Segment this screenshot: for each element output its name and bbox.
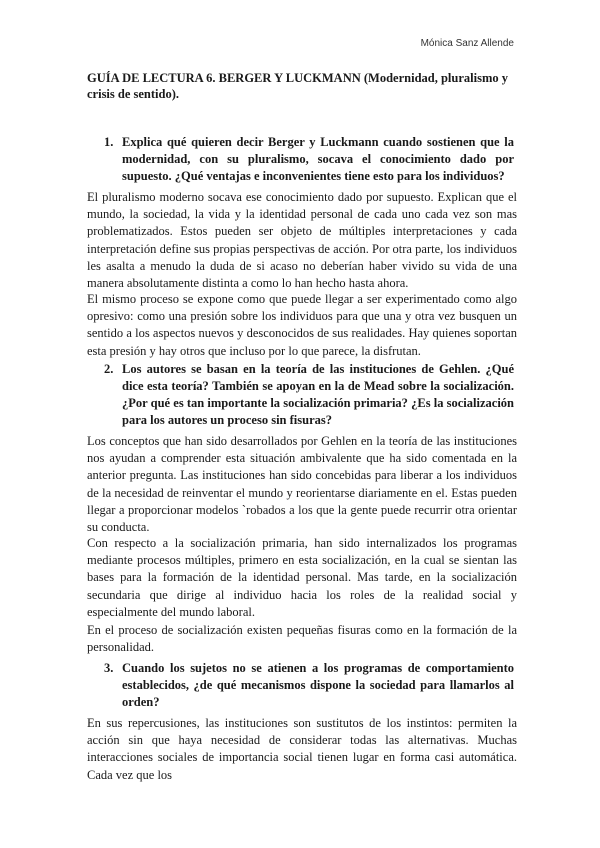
- question-number: 2.: [104, 362, 114, 376]
- document-title: GUÍA DE LECTURA 6. BERGER Y LUCKMANN (Modernidad, pluralismo y crisis de sentido).: [87, 71, 508, 101]
- answer-paragraph: Con respecto a la socialización primaria, han sido internalizados los programas mediante procesos múltiples, primero en esta socialización, en la cual se sientan las bases para la formación de la identidad personal. Mas tarde, en la socialización secundaria que dirige al individuo hacia los roles de la realidad social y especialmente del mundo laboral.: [87, 536, 517, 619]
- answer-paragraph: Los conceptos que han sido desarrollados por Gehlen en la teoría de las instituciones nos ayudan a comprender esta situación ambivalente que ha sido comentada en la anterior pregunta. Las instituciones han sido concebidas para liberar a los individuos de la necesidad de reinventar el mundo y reorientarse diariamente en el. Estas pueden llegar a proporcionar modelos `robados a los que la gente puede recurrir otra orientar su conducta.: [87, 434, 517, 535]
- question-1: [104, 134, 514, 185]
- answer-paragraph: En sus repercusiones, las instituciones son sustitutos de los instintos: permiten la acción sin que haya necesidad de considerar todas las alternativas. Muchas interacciones sociales de importancia social tienen lugar en forma casi automática. Cada vez que los: [87, 716, 517, 782]
- answer-paragraph: El pluralismo moderno socava ese conocimiento dado por supuesto. Explican que el mundo, la sociedad, la vida y la identidad personal de cada uno cada vez son mas problematizados. Estos pueden ser objeto de múltiples interpretaciones y cada interpretación define sus propias perspectivas de acción. Por otra parte, los individuos les asalta a menudo la duda de si acaso no deberían haber vivido su vida de una manera absolutamente distinta a como lo han hecho hasta ahora.: [87, 190, 517, 291]
- question-3: [104, 660, 514, 711]
- question-number: 1.: [104, 135, 114, 149]
- question-text: Los autores se basan en la teoría de las instituciones de Gehlen. ¿Qué dice esta teoría? También se apoyan en la de Mead sobre la socialización. ¿Por qué es tan importante la socialización primaria? ¿Es la socialización para los autores un proceso sin fisuras?: [122, 362, 514, 427]
- question-2: [104, 361, 514, 429]
- author-name: Mónica Sanz Allende: [420, 38, 514, 49]
- question-text: Explica qué quieren decir Berger y Luckmann cuando sostienen que la modernidad, con su pluralismo, socava el conocimiento dado por supuesto. ¿Qué ventajas e inconvenientes tiene esto para los individuos?: [122, 135, 514, 183]
- question-number: 3.: [104, 661, 114, 675]
- question-text: Cuando los sujetos no se atienen a los programas de comportamiento establecidos, ¿de qué mecanismos dispone la sociedad para llamarlos al orden?: [122, 661, 514, 709]
- answer-paragraph: En el proceso de socialización existen pequeñas fisuras como en la formación de la personalidad.: [87, 623, 517, 655]
- answer-paragraph: El mismo proceso se expone como que puede llegar a ser experimentado como algo opresivo: como una presión sobre los individuos para que una y otra vez busquen un sentido a los aspectos nuevos y desconocidos de sus realidades. Hay quienes soportan esta presión y hay otros que incluso por lo que parece, la disfrutan.: [87, 292, 517, 358]
